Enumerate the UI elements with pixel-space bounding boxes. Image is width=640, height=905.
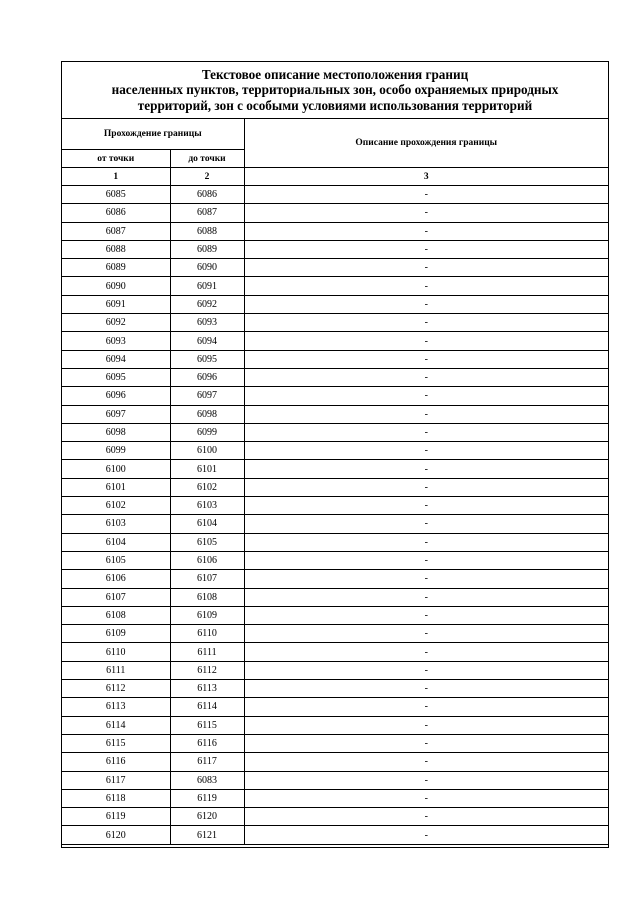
description-cell: - (244, 186, 608, 204)
from-point-cell: 6092 (62, 314, 170, 332)
from-point-cell: 6108 (62, 606, 170, 624)
description-cell: - (244, 734, 608, 752)
from-point-cell: 6119 (62, 808, 170, 826)
description-cell: - (244, 826, 608, 844)
from-point-cell: 6117 (62, 771, 170, 789)
to-point-cell: 6105 (170, 533, 244, 551)
table-row (62, 771, 608, 789)
from-point-cell: 6085 (62, 186, 170, 204)
table-row (62, 186, 608, 204)
description-cell: - (244, 771, 608, 789)
table-row (62, 460, 608, 478)
to-point-cell: 6100 (170, 442, 244, 460)
from-point-cell: 6088 (62, 240, 170, 258)
from-point-cell: 6096 (62, 387, 170, 405)
description-cell: - (244, 222, 608, 240)
table-row (62, 734, 608, 752)
to-point-cell: 6117 (170, 753, 244, 771)
from-point-cell: 6114 (62, 716, 170, 734)
to-point-cell: 6103 (170, 497, 244, 515)
to-point-cell: 6114 (170, 698, 244, 716)
document-title (62, 62, 608, 119)
from-point-cell: 6105 (62, 551, 170, 569)
description-cell: - (244, 753, 608, 771)
to-point-cell: 6095 (170, 350, 244, 368)
description-cell: - (244, 808, 608, 826)
to-point-cell: 6109 (170, 606, 244, 624)
to-point-cell: 6096 (170, 368, 244, 386)
to-point-cell: 6121 (170, 826, 244, 844)
to-point-cell: 6088 (170, 222, 244, 240)
from-point-cell: 6098 (62, 423, 170, 441)
table-row (62, 423, 608, 441)
column-number-3: 3 (244, 168, 608, 186)
from-point-cell: 6091 (62, 295, 170, 313)
table-row (62, 240, 608, 258)
from-point-cell: 6100 (62, 460, 170, 478)
to-point-cell: 6094 (170, 332, 244, 350)
description-cell: - (244, 643, 608, 661)
header-description: Описание прохождения границы (355, 138, 498, 148)
table-row (62, 680, 608, 698)
table-row (62, 442, 608, 460)
table-row (62, 753, 608, 771)
to-point-cell: 6110 (170, 625, 244, 643)
header-from-point: от точки (62, 150, 170, 168)
table-row (62, 789, 608, 807)
table-row (62, 533, 608, 551)
table-row (62, 716, 608, 734)
to-point-cell: 6108 (170, 588, 244, 606)
table-row (62, 808, 608, 826)
to-point-cell: 6113 (170, 680, 244, 698)
header-passage: Прохождение границы (62, 119, 244, 150)
description-cell: - (244, 259, 608, 277)
description-cell: - (244, 368, 608, 386)
to-point-cell: 6098 (170, 405, 244, 423)
from-point-cell: 6115 (62, 734, 170, 752)
table-row (62, 332, 608, 350)
table-row (62, 698, 608, 716)
table-row (62, 606, 608, 624)
to-point-cell: 6090 (170, 259, 244, 277)
column-number-2: 2 (170, 168, 244, 186)
description-cell: - (244, 478, 608, 496)
to-point-cell: 6087 (170, 204, 244, 222)
to-point-cell: 6093 (170, 314, 244, 332)
description-cell: - (244, 314, 608, 332)
table-row (62, 277, 608, 295)
to-point-cell: 6107 (170, 570, 244, 588)
description-cell: - (244, 460, 608, 478)
description-cell: - (244, 332, 608, 350)
to-point-cell: 6104 (170, 515, 244, 533)
to-point-cell: 6119 (170, 789, 244, 807)
column-number-1: 1 (62, 168, 170, 186)
table-row (62, 478, 608, 496)
description-cell: - (244, 515, 608, 533)
description-cell: - (244, 423, 608, 441)
table-row (62, 222, 608, 240)
from-point-cell: 6097 (62, 405, 170, 423)
header-to-point: до точки (170, 150, 244, 168)
table-row (62, 551, 608, 569)
to-point-cell: 6102 (170, 478, 244, 496)
table-row (62, 368, 608, 386)
from-point-cell: 6093 (62, 332, 170, 350)
table-row (62, 625, 608, 643)
to-point-cell: 6092 (170, 295, 244, 313)
from-point-cell: 6113 (62, 698, 170, 716)
description-cell: - (244, 625, 608, 643)
table-body (62, 186, 608, 845)
table-row (62, 570, 608, 588)
from-point-cell: 6106 (62, 570, 170, 588)
description-cell: - (244, 240, 608, 258)
to-point-cell: 6099 (170, 423, 244, 441)
from-point-cell: 6110 (62, 643, 170, 661)
table-row (62, 387, 608, 405)
to-point-cell: 6091 (170, 277, 244, 295)
table-row (62, 259, 608, 277)
from-point-cell: 6094 (62, 350, 170, 368)
description-cell: - (244, 698, 608, 716)
to-point-cell: 6101 (170, 460, 244, 478)
from-point-cell: 6109 (62, 625, 170, 643)
from-point-cell: 6102 (62, 497, 170, 515)
description-cell: - (244, 405, 608, 423)
description-cell: - (244, 588, 608, 606)
title-line-2: населенных пунктов, территориальных зон, особо охраняемых природных (111, 82, 559, 98)
description-cell: - (244, 277, 608, 295)
description-cell: - (244, 387, 608, 405)
from-point-cell: 6118 (62, 789, 170, 807)
table-row (62, 515, 608, 533)
to-point-cell: 6120 (170, 808, 244, 826)
document-frame (61, 61, 609, 848)
to-point-cell: 6089 (170, 240, 244, 258)
description-cell: - (244, 789, 608, 807)
from-point-cell: 6086 (62, 204, 170, 222)
table-row (62, 295, 608, 313)
from-point-cell: 6116 (62, 753, 170, 771)
table-row (62, 643, 608, 661)
description-cell: - (244, 204, 608, 222)
from-point-cell: 6095 (62, 368, 170, 386)
description-cell: - (244, 497, 608, 515)
from-point-cell: 6087 (62, 222, 170, 240)
from-point-cell: 6111 (62, 661, 170, 679)
table-row (62, 497, 608, 515)
to-point-cell: 6097 (170, 387, 244, 405)
table-row (62, 204, 608, 222)
from-point-cell: 6090 (62, 277, 170, 295)
description-cell: - (244, 551, 608, 569)
description-cell: - (244, 533, 608, 551)
from-point-cell: 6104 (62, 533, 170, 551)
from-point-cell: 6120 (62, 826, 170, 844)
description-cell: - (244, 295, 608, 313)
from-point-cell: 6099 (62, 442, 170, 460)
description-cell: - (244, 350, 608, 368)
description-cell: - (244, 716, 608, 734)
description-cell: - (244, 570, 608, 588)
description-cell: - (244, 680, 608, 698)
table-row (62, 405, 608, 423)
from-point-cell: 6107 (62, 588, 170, 606)
to-point-cell: 6086 (170, 186, 244, 204)
to-point-cell: 6116 (170, 734, 244, 752)
title-line-1: Текстовое описание местоположения границ (201, 66, 469, 82)
table-row (62, 826, 608, 844)
from-point-cell: 6101 (62, 478, 170, 496)
description-cell: - (244, 661, 608, 679)
boundary-table (62, 119, 608, 845)
description-cell: - (244, 442, 608, 460)
title-line-3: территорий, зон с особыми условиями использования территорий (137, 97, 533, 113)
table-row (62, 588, 608, 606)
to-point-cell: 6115 (170, 716, 244, 734)
to-point-cell: 6112 (170, 661, 244, 679)
to-point-cell: 6111 (170, 643, 244, 661)
to-point-cell: 6106 (170, 551, 244, 569)
from-point-cell: 6112 (62, 680, 170, 698)
table-row (62, 314, 608, 332)
table-row (62, 350, 608, 368)
description-cell: - (244, 606, 608, 624)
from-point-cell: 6089 (62, 259, 170, 277)
from-point-cell: 6103 (62, 515, 170, 533)
table-row (62, 661, 608, 679)
to-point-cell: 6083 (170, 771, 244, 789)
